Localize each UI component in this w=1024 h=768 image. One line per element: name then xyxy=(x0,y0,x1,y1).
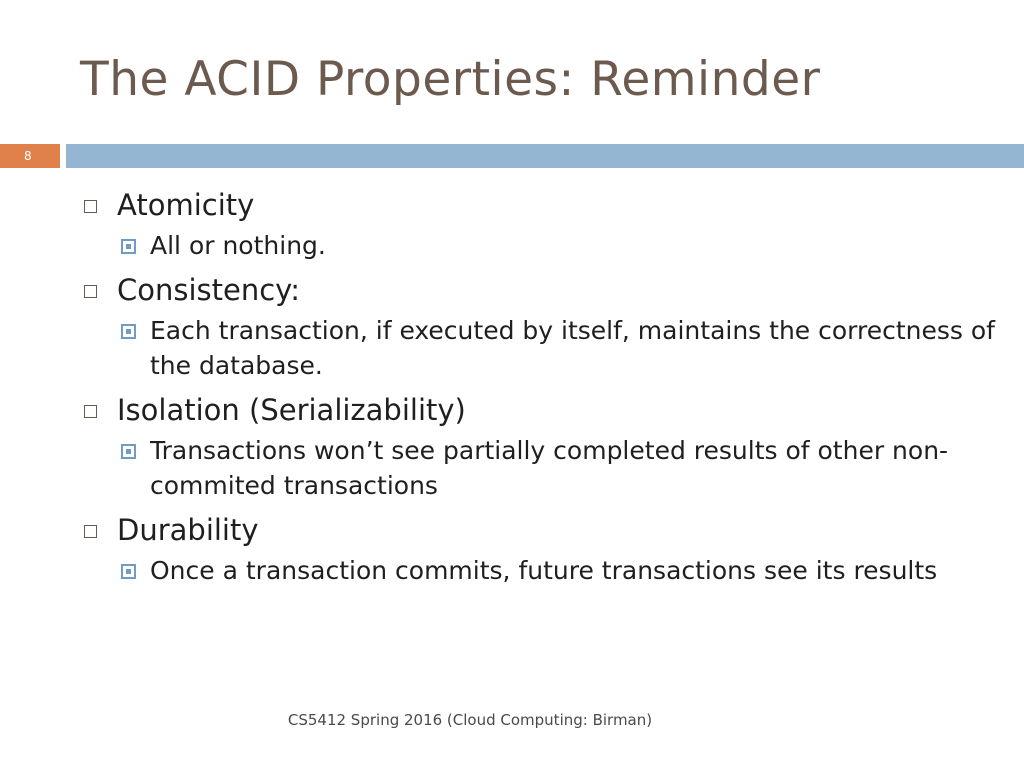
sub-bullet-text: Each transaction, if executed by itself, maintains the correctness of the database. xyxy=(150,316,995,380)
bullet-consistency xyxy=(80,271,1000,309)
filled-square-bullet-icon xyxy=(121,564,136,579)
bullet-text: Durability xyxy=(117,513,259,547)
filled-square-bullet-icon xyxy=(121,444,136,459)
filled-square-bullet-icon xyxy=(121,239,136,254)
sub-bullet-consistency xyxy=(121,313,1000,383)
bullet-atomicity xyxy=(80,186,1000,224)
filled-square-bullet-icon xyxy=(121,324,136,339)
page-number-box xyxy=(0,144,60,168)
slide-footer: CS5412 Spring 2016 (Cloud Computing: Birman) xyxy=(287,711,653,729)
bullet-isolation xyxy=(80,391,1000,429)
sub-bullet-text: All or nothing. xyxy=(150,231,326,260)
square-bullet-icon xyxy=(84,525,97,538)
sub-bullet-text: Transactions won’t see partially completed results of other non-commited transactions xyxy=(150,436,949,500)
square-bullet-icon xyxy=(84,405,97,418)
bullet-list xyxy=(80,186,1000,588)
square-bullet-icon xyxy=(84,285,97,298)
bullet-text: Atomicity xyxy=(117,188,255,222)
sub-bullet-isolation xyxy=(121,433,1000,503)
sub-bullet-text: Once a transaction commits, future transactions see its results xyxy=(150,556,938,585)
bullet-text: Consistency: xyxy=(117,273,301,307)
sub-bullet-atomicity xyxy=(121,228,1000,263)
page-number: 8 xyxy=(24,149,32,163)
header-bar xyxy=(66,144,1024,168)
slide-title: The ACID Properties: Reminder xyxy=(80,52,821,107)
sub-bullet-durability xyxy=(121,553,1000,588)
square-bullet-icon xyxy=(84,200,97,213)
bullet-text: Isolation (Serializability) xyxy=(117,393,466,427)
bullet-durability xyxy=(80,511,1000,549)
